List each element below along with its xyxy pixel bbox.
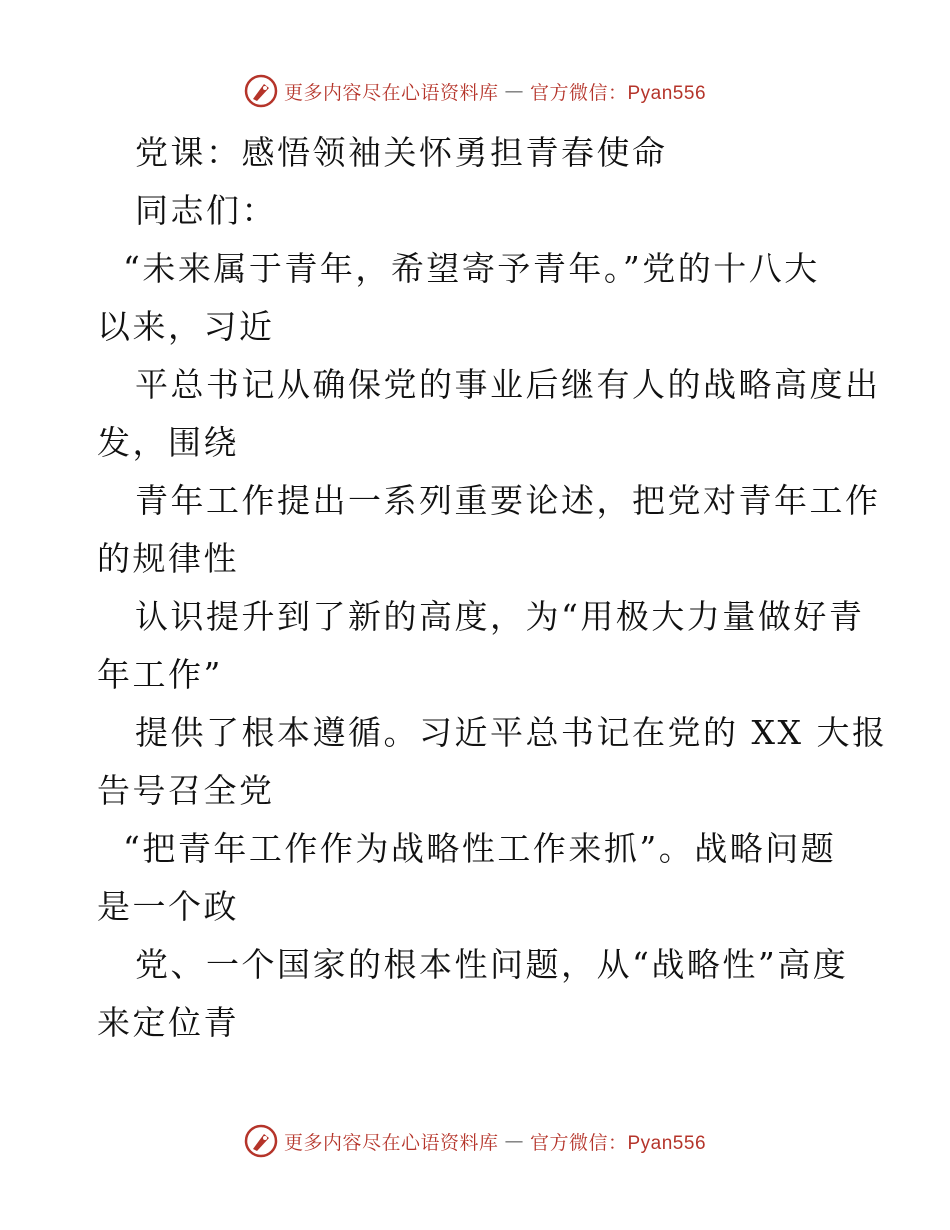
paragraph-line: 以来，习近: [97, 307, 275, 346]
watermark-separator: —: [504, 1130, 524, 1152]
watermark-contact: 官方微信：Pyan556: [530, 1132, 707, 1154]
paragraph-line: “把青年工作作为战略性工作来抓”。战略问题: [123, 829, 837, 868]
document-title: 党课：感悟领袖关怀勇担青春使命: [135, 133, 668, 172]
paragraph-line: 的规律性: [97, 539, 239, 578]
paragraph-line: 是一个政: [97, 887, 239, 926]
paragraph-line: “未来属于青年，希望寄予青年。”党的十八大: [123, 249, 820, 288]
paragraph-line: 认识提升到了新的高度，为“用极大力量做好青: [135, 597, 865, 636]
paragraph-line: 党、一个国家的根本性问题，从“战略性”高度: [135, 945, 849, 984]
paragraph-line: 提供了根本遵循。习近平总书记在党的 XX 大报: [135, 713, 888, 752]
header-watermark: [0, 74, 950, 108]
paragraph-line: 告号召全党: [97, 771, 275, 810]
paragraph-line: 年工作”: [97, 655, 223, 694]
paragraph-line: 发，围绕: [97, 423, 239, 462]
watermark-separator: —: [504, 80, 524, 102]
pen-nib-logo-icon: [244, 74, 278, 108]
paragraph-line: 青年工作提出一系列重要论述，把党对青年工作: [135, 481, 881, 520]
watermark-text: 更多内容尽在心语资料库: [283, 1131, 499, 1154]
footer-watermark: [0, 1124, 950, 1158]
paragraph-line: 平总书记从确保党的事业后继有人的战略高度出: [135, 365, 881, 404]
watermark-text: 更多内容尽在心语资料库: [283, 81, 499, 104]
document-body: [97, 124, 888, 1052]
paragraph-line: 来定位青: [97, 1003, 239, 1042]
pen-nib-logo-icon: [244, 1124, 278, 1158]
watermark-contact: 官方微信：Pyan556: [530, 82, 707, 104]
salutation: 同志们：: [135, 191, 277, 230]
